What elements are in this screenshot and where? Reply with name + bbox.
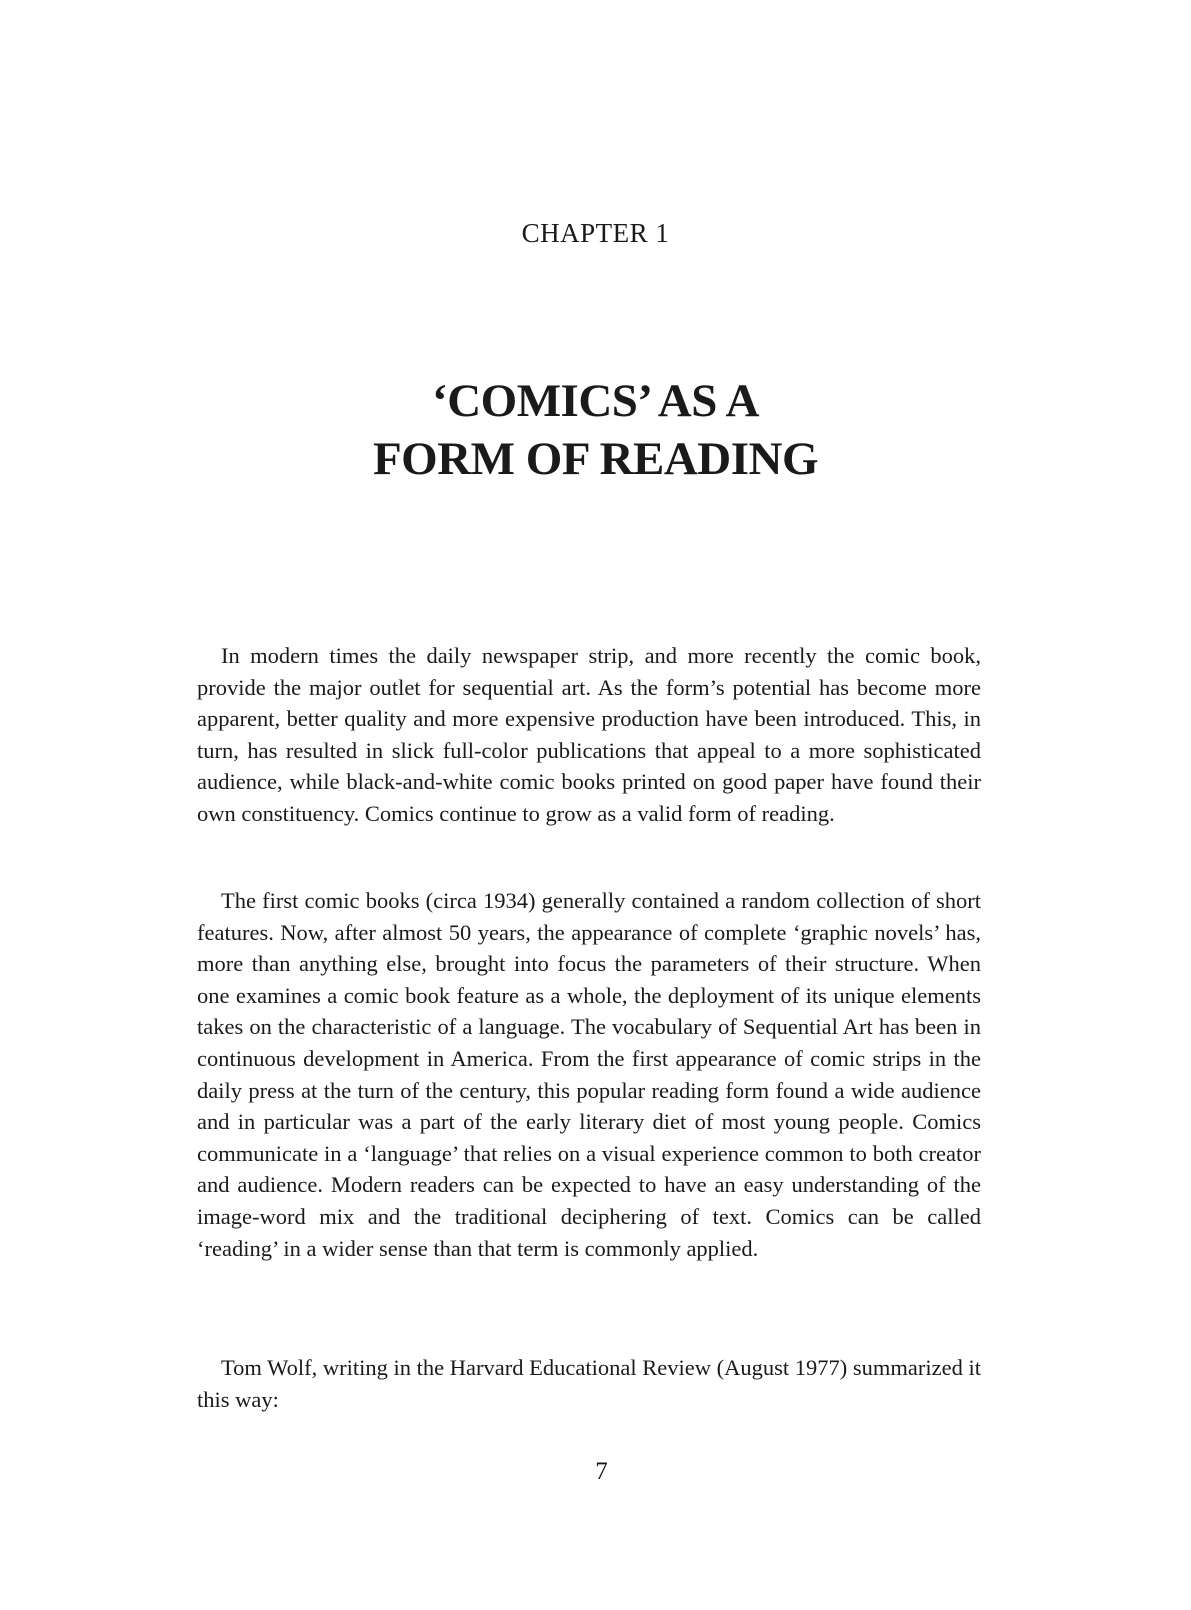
paragraph-text: The first comic books (circa 1934) generally contained a random collection of short features. Now, after almost 50 years, the appearance of complete ‘graphic novels’ has, more than anything else, brought into focus the parameters of their structure. When one examines a comic book feature as a whole, the deployment of its unique elements takes on the characteristic of a language. The vocabulary of Sequential Art has been in continuous development in America. From the first appearance of comic strips in the daily press at the turn of the century, this popular reading form found a wide audience and in particular was a part of the early literary diet of most young people. Comics communicate in a ‘language’ that relies on a visual experience common to both creator and audience. Modern readers can be expected to have an easy understanding of the image-word mix and the traditional deciphering of text. Comics can be called ‘reading’ in a wider sense than that term is commonly applied.	[197, 888, 981, 1261]
chapter-title-line-1: ‘COMICS’ AS A	[432, 375, 759, 427]
chapter-label: CHAPTER 1	[521, 218, 670, 248]
body-paragraph-2	[197, 885, 981, 1264]
paragraph-text: Tom Wolf, writing in the Harvard Educational Review (August 1977) summarized it this way:	[197, 1355, 981, 1412]
chapter-title	[0, 372, 1191, 488]
paragraph-text: In modern times the daily newspaper strip, and more recently the comic book, provide the major outlet for sequential art. As the form’s potential has become more apparent, better quality and more expensive production have been introduced. This, in turn, has resulted in slick full-color publications that appeal to a more sophisticated audience, while black-and-white comic books printed on good paper have found their own constituency. Comics continue to grow as a valid form of reading.	[197, 643, 981, 826]
page-number: 7	[595, 1458, 608, 1485]
chapter-title-line-2: FORM OF READING	[372, 433, 819, 485]
body-paragraph-3	[197, 1352, 981, 1415]
body-paragraph-1	[197, 640, 981, 830]
